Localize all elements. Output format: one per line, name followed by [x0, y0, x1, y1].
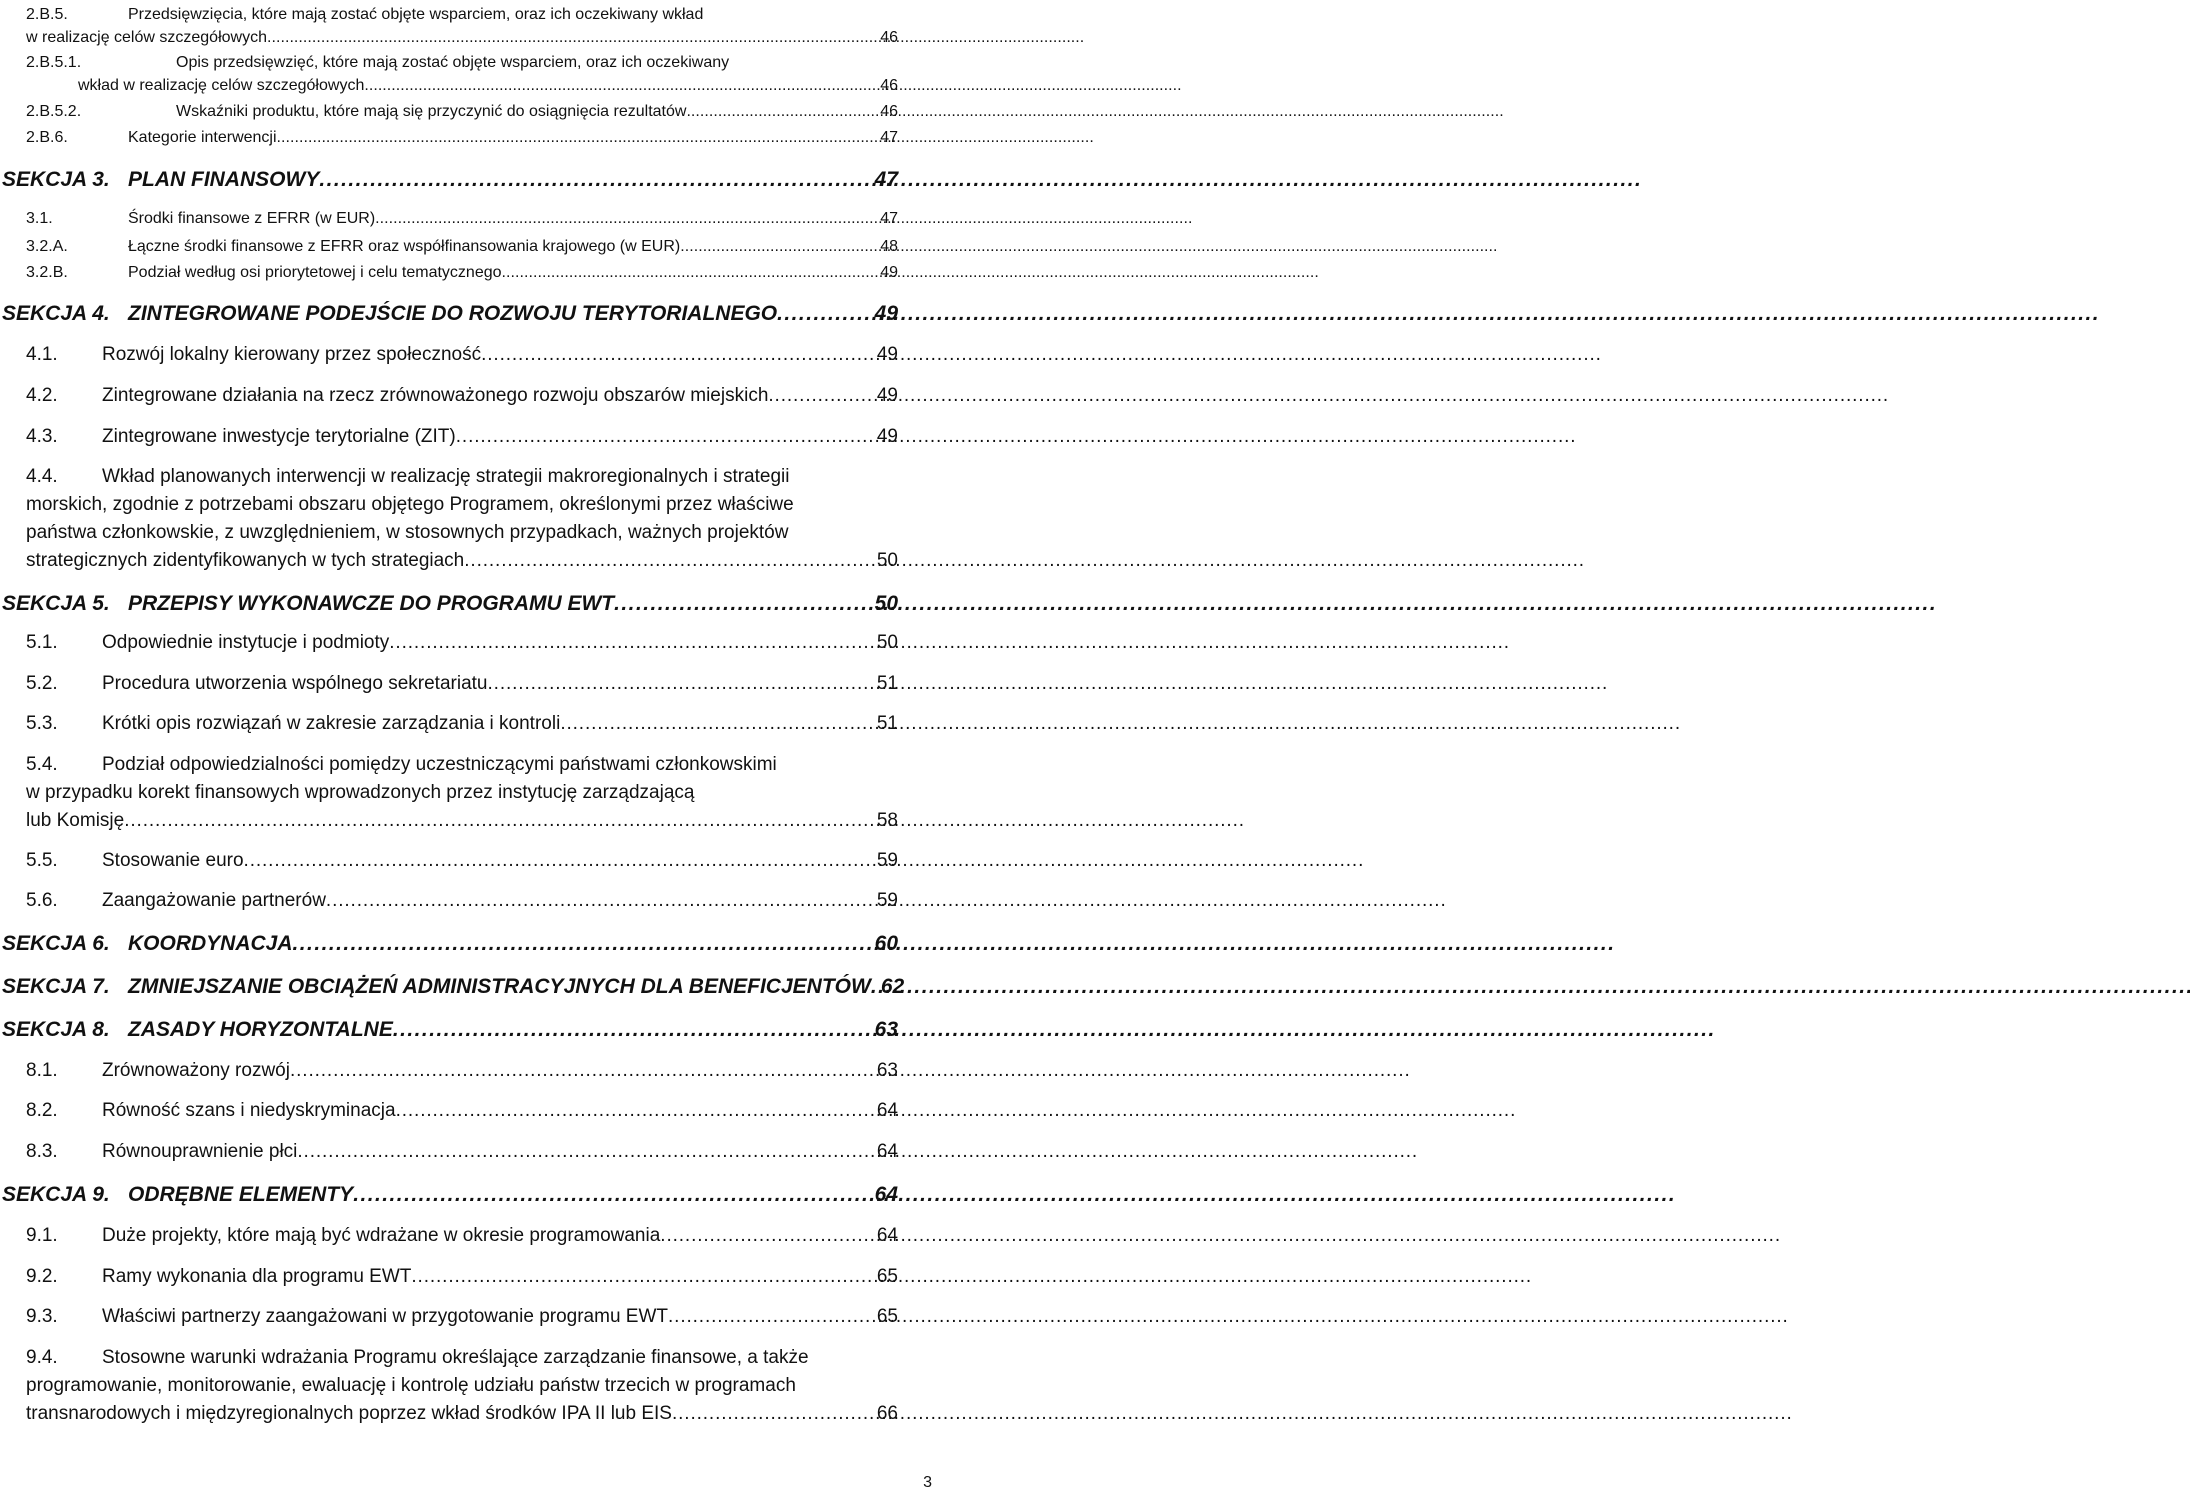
- toc-entry[interactable]: [26, 52, 898, 100]
- toc-entry-number: 2.B.6.: [26, 129, 68, 146]
- toc-entry[interactable]: [26, 671, 898, 697]
- toc-entry-number: 9.1.: [26, 1225, 58, 1246]
- toc-entry[interactable]: [26, 1345, 898, 1429]
- toc-entry[interactable]: [26, 1139, 898, 1165]
- toc-entry[interactable]: [26, 101, 898, 125]
- leader-dots: [660, 1223, 875, 1249]
- toc-entry-title: Ramy wykonania dla programu EWT: [102, 1266, 412, 1287]
- toc-entry-title: Łączne środki finansowe z EFRR oraz współfinansowania krajowego (w EUR): [128, 238, 681, 255]
- toc-section[interactable]: [2, 973, 905, 1001]
- leader-dots: [456, 424, 875, 450]
- toc-entry-page: 49: [876, 344, 898, 365]
- toc-entry-title: Zrównoważony rozwój: [102, 1060, 290, 1081]
- toc-entry-title: Zaangażowanie partnerów: [102, 890, 326, 911]
- toc-entry-title: Równość szans i niedyskryminacja: [102, 1100, 396, 1121]
- leader-dots: [353, 1181, 872, 1209]
- toc-entry-last-line: [26, 1401, 898, 1427]
- toc-entry-number: 4.2.: [26, 385, 58, 406]
- toc-entry-number: 3.1.: [26, 210, 53, 227]
- leader-dots: [124, 808, 875, 834]
- toc-entry-line: [102, 1058, 898, 1084]
- toc-entry[interactable]: [26, 1264, 898, 1290]
- leader-dots: [319, 166, 872, 194]
- toc-entry-title-end: wkład w realizację celów szczegółowych: [78, 77, 365, 94]
- leader-dots: [326, 888, 875, 914]
- leader-dots: [396, 1098, 875, 1124]
- toc-entry-page: 49: [880, 264, 898, 281]
- toc-entry-page: 47: [874, 168, 898, 191]
- toc-entry-number: 9.2.: [26, 1266, 58, 1287]
- toc-entry-page: 64: [876, 1141, 898, 1162]
- toc-entry[interactable]: [26, 888, 898, 914]
- leader-dots: [614, 590, 873, 618]
- toc-entry-title: Zintegrowane inwestycje terytorialne (ZIT): [102, 426, 456, 447]
- toc-entry-page: 46: [880, 29, 898, 46]
- toc-section-title: ODRĘBNE ELEMENTY: [128, 1183, 354, 1206]
- toc-entry[interactable]: [26, 342, 898, 368]
- leader-dots: [686, 101, 878, 123]
- toc-entry-line: [102, 1264, 898, 1290]
- leader-dots: [502, 262, 879, 284]
- toc-entry-page: 48: [880, 238, 898, 255]
- toc-section-title: PRZEPISY WYKONAWCZE DO PROGRAMU EWT: [128, 592, 615, 615]
- leader-dots: [560, 711, 875, 737]
- leader-dots: [777, 300, 873, 328]
- toc-entry-title: Podział według osi priorytetowej i celu tematycznego: [128, 264, 502, 281]
- toc-entry-title-cont: w przypadku korekt finansowych wprowadzonych przez instytucję zarządzającą: [26, 782, 695, 803]
- toc-entry-title: Zintegrowane działania na rzecz zrównoważonego rozwoju obszarów miejskich: [102, 385, 769, 406]
- toc-entry[interactable]: [26, 236, 898, 260]
- toc-entry[interactable]: [26, 208, 898, 232]
- toc-entry-title-cont: państwa członkowskie, z uwzględnieniem, w stosownych przypadkach, ważnych projektów: [26, 522, 789, 543]
- leader-dots: [871, 973, 879, 1001]
- leader-dots: [481, 342, 875, 368]
- toc-entry-page: 51: [876, 673, 898, 694]
- toc-entry-line: [128, 1181, 898, 1209]
- toc-entry[interactable]: [26, 630, 898, 656]
- toc-section-number: SEKCJA 5.: [2, 592, 110, 615]
- toc-entry-number: 2.B.5.1.: [26, 54, 82, 71]
- toc-entry-page: 59: [876, 850, 898, 871]
- toc-entry-page: 63: [874, 1018, 898, 1041]
- leader-dots: [672, 1401, 875, 1427]
- toc-section-title: KOORDYNACJA: [128, 932, 293, 955]
- toc-section[interactable]: [2, 166, 898, 194]
- toc-entry-line: [102, 424, 898, 450]
- toc-entry-page: 46: [880, 77, 898, 94]
- toc-section-number: SEKCJA 6.: [2, 932, 110, 955]
- toc-entry-page: 60: [874, 932, 898, 955]
- toc-entry-page: 59: [876, 890, 898, 911]
- toc-entry-title: Właściwi partnerzy zaangażowani w przygotowanie programu EWT: [102, 1306, 669, 1327]
- toc-entry-line: [128, 930, 898, 958]
- toc-entry-number: 4.1.: [26, 344, 58, 365]
- toc-entry-line: [128, 1016, 898, 1044]
- toc-entry-number: 3.2.B.: [26, 264, 68, 281]
- toc-entry-number: 8.3.: [26, 1141, 58, 1162]
- toc-entry-number: 8.2.: [26, 1100, 58, 1121]
- toc-entry-line: [102, 848, 898, 874]
- toc-entry-title-end: w realizację celów szczegółowych: [26, 29, 267, 46]
- toc-section-title: PLAN FINANSOWY: [128, 168, 320, 191]
- toc-entry-line: [102, 1098, 898, 1124]
- toc-entry-number: 5.6.: [26, 890, 58, 911]
- toc-entry-title: Duże projekty, które mają być wdrażane w okresie programowania: [102, 1225, 661, 1246]
- toc-entry[interactable]: [26, 711, 898, 737]
- toc-section-number: SEKCJA 9.: [2, 1183, 110, 1206]
- toc-entry[interactable]: [26, 424, 898, 450]
- toc-entry-title: Odpowiednie instytucje i podmioty: [102, 632, 390, 653]
- toc-entry-page: 63: [876, 1060, 898, 1081]
- toc-entry-page: 51: [876, 713, 898, 734]
- toc-entry-line: [102, 1223, 898, 1249]
- leader-dots: [290, 1058, 875, 1084]
- toc-section-number: SEKCJA 3.: [2, 168, 110, 191]
- toc-entry-line: [128, 262, 898, 284]
- toc-entry-line: [128, 166, 898, 194]
- toc-section-title: ZINTEGROWANE PODEJŚCIE DO ROZWOJU TERYTORIALNEGO: [128, 302, 778, 325]
- toc-entry-title-cont: morskich, zgodnie z potrzebami obszaru objętego Programem, określonymi przez właściwe: [26, 494, 794, 515]
- toc-entry-title: Stosowanie euro: [102, 850, 244, 871]
- toc-entry-number: 5.3.: [26, 713, 58, 734]
- toc-section-number: SEKCJA 7.: [2, 975, 110, 998]
- toc-entry-page: 62: [880, 975, 905, 998]
- leader-dots: [411, 1264, 874, 1290]
- toc-entry[interactable]: [26, 464, 898, 576]
- toc-entry[interactable]: [26, 262, 898, 286]
- leader-dots: [393, 1016, 873, 1044]
- leader-dots: [244, 848, 875, 874]
- toc-entry[interactable]: [26, 1304, 898, 1330]
- toc-entry-number: 5.2.: [26, 673, 58, 694]
- toc-entry-page: 49: [876, 426, 898, 447]
- toc-entry-title: Równouprawnienie płci: [102, 1141, 298, 1162]
- toc-entry-line: [102, 342, 898, 368]
- toc-entry-page: 64: [874, 1183, 898, 1206]
- toc-entry-last-line: [26, 27, 898, 49]
- toc-entry-last-line: [78, 75, 898, 97]
- toc-entry-title: Podział odpowiedzialności pomiędzy uczestniczącymi państwami członkowskimi: [102, 754, 777, 775]
- toc-entry-title: Opis przedsięwzięć, które mają zostać objęte wsparciem, oraz ich oczekiwany: [176, 54, 730, 71]
- toc-entry-number: 5.1.: [26, 632, 58, 653]
- toc-entry-page: 49: [876, 385, 898, 406]
- toc-entry-title: Wskaźniki produktu, które mają się przyczynić do osiągnięcia rezultatów: [176, 103, 687, 120]
- toc-entry-number: 9.3.: [26, 1306, 58, 1327]
- toc-entry-line: [102, 671, 898, 697]
- toc-entry-page: 65: [876, 1306, 898, 1327]
- toc-entry-title-end: lub Komisję: [26, 810, 125, 831]
- toc-entry-line: [102, 630, 898, 656]
- toc-entry-number: 5.5.: [26, 850, 58, 871]
- toc-entry-line: [128, 590, 898, 618]
- toc-entry-page: 64: [876, 1225, 898, 1246]
- toc-entry-line: [102, 1139, 898, 1165]
- toc-entry-number: 2.B.5.: [26, 6, 68, 23]
- toc-entry[interactable]: [26, 752, 898, 836]
- page-number: 3: [923, 1474, 932, 1491]
- toc-entry-title: Stosowne warunki wdrażania Programu określające zarządzanie finansowe, a także: [102, 1347, 809, 1368]
- toc-entry-page: 49: [874, 302, 898, 325]
- toc-entry-title: Kategorie interwencji: [128, 129, 277, 146]
- leader-dots: [375, 208, 878, 230]
- toc-entry[interactable]: [26, 1098, 898, 1124]
- toc-section-number: SEKCJA 4.: [2, 302, 110, 325]
- toc-entry-line: [128, 300, 898, 328]
- toc-entry-number: 9.4.: [26, 1347, 58, 1368]
- toc-entry-last-line: [26, 808, 898, 834]
- toc-entry-page: 50: [876, 632, 898, 653]
- toc-section-number: SEKCJA 8.: [2, 1018, 110, 1041]
- toc-entry[interactable]: [26, 1058, 898, 1084]
- toc-section[interactable]: [2, 1016, 898, 1044]
- toc-entry-line: [102, 1304, 898, 1330]
- toc-entry-page: 64: [876, 1100, 898, 1121]
- toc-entry[interactable]: [26, 383, 898, 409]
- leader-dots: [680, 236, 878, 258]
- toc-section[interactable]: [2, 930, 898, 958]
- toc-section[interactable]: [2, 590, 898, 618]
- toc-section-title: ZMNIEJSZANIE OBCIĄŻEŃ ADMINISTRACYJNYCH DLA BENEFICJENTÓW: [128, 975, 871, 998]
- leader-dots: [768, 383, 874, 409]
- toc-entry-page: 50: [876, 550, 898, 571]
- toc-page: [0, 0, 960, 1512]
- toc-entry-last-line: [26, 548, 898, 574]
- leader-dots: [364, 75, 878, 97]
- leader-dots: [277, 127, 879, 149]
- toc-entry-title: Rozwój lokalny kierowany przez społeczność: [102, 344, 482, 365]
- leader-dots: [389, 630, 875, 656]
- toc-entry-page: 47: [880, 129, 898, 146]
- toc-entry[interactable]: [26, 1223, 898, 1249]
- toc-entry-line: [128, 236, 898, 258]
- toc-entry-number: 2.B.5.2.: [26, 103, 82, 120]
- toc-entry-line: [102, 888, 898, 914]
- toc-entry[interactable]: [26, 4, 898, 52]
- toc-entry-page: 66: [876, 1403, 898, 1424]
- leader-dots: [464, 548, 875, 574]
- toc-section-title: ZASADY HORYZONTALNE: [128, 1018, 393, 1041]
- toc-entry-title: Przedsięwzięcia, które mają zostać objęte wsparciem, oraz ich oczekiwany wkład: [128, 6, 704, 23]
- leader-dots: [267, 27, 878, 49]
- toc-entry-title: Środki finansowe z EFRR (w EUR): [128, 210, 376, 227]
- toc-section[interactable]: [2, 300, 898, 328]
- toc-entry-number: 8.1.: [26, 1060, 58, 1081]
- toc-entry-page: 47: [880, 210, 898, 227]
- toc-section[interactable]: [2, 1181, 898, 1209]
- toc-entry-page: 58: [876, 810, 898, 831]
- toc-entry-title: Procedura utworzenia wspólnego sekretariatu: [102, 673, 488, 694]
- toc-entry-page: 46: [880, 103, 898, 120]
- toc-entry-line: [128, 208, 898, 230]
- toc-entry-title: Krótki opis rozwiązań w zakresie zarządzania i kontroli: [102, 713, 561, 734]
- toc-entry[interactable]: [26, 848, 898, 874]
- toc-entry-title-cont: programowanie, monitorowanie, ewaluację i kontrolę udziału państw trzecich w programach: [26, 1375, 796, 1396]
- leader-dots: [293, 930, 873, 958]
- toc-entry-title-end: transnarodowych i międzyregionalnych poprzez wkład środków IPA II lub EIS: [26, 1403, 672, 1424]
- leader-dots: [297, 1139, 874, 1165]
- toc-entry-line: [176, 101, 898, 123]
- toc-entry-number: 4.4.: [26, 466, 58, 487]
- toc-entry-page: 65: [876, 1266, 898, 1287]
- toc-entry-line: [102, 711, 898, 737]
- toc-entry-line: [128, 973, 905, 1001]
- leader-dots: [488, 671, 875, 697]
- toc-entry-number: 5.4.: [26, 754, 58, 775]
- toc-entry[interactable]: [26, 127, 898, 151]
- toc-entry-title: Wkład planowanych interwencji w realizację strategii makroregionalnych i strategii: [102, 466, 790, 487]
- toc-entry-line: [128, 127, 898, 149]
- toc-entry-page: 50: [874, 592, 898, 615]
- leader-dots: [668, 1304, 875, 1330]
- toc-entry-title-end: strategicznych zidentyfikowanych w tych strategiach: [26, 550, 465, 571]
- toc-entry-number: 3.2.A.: [26, 238, 68, 255]
- toc-entry-line: [102, 383, 898, 409]
- toc-entry-number: 4.3.: [26, 426, 58, 447]
